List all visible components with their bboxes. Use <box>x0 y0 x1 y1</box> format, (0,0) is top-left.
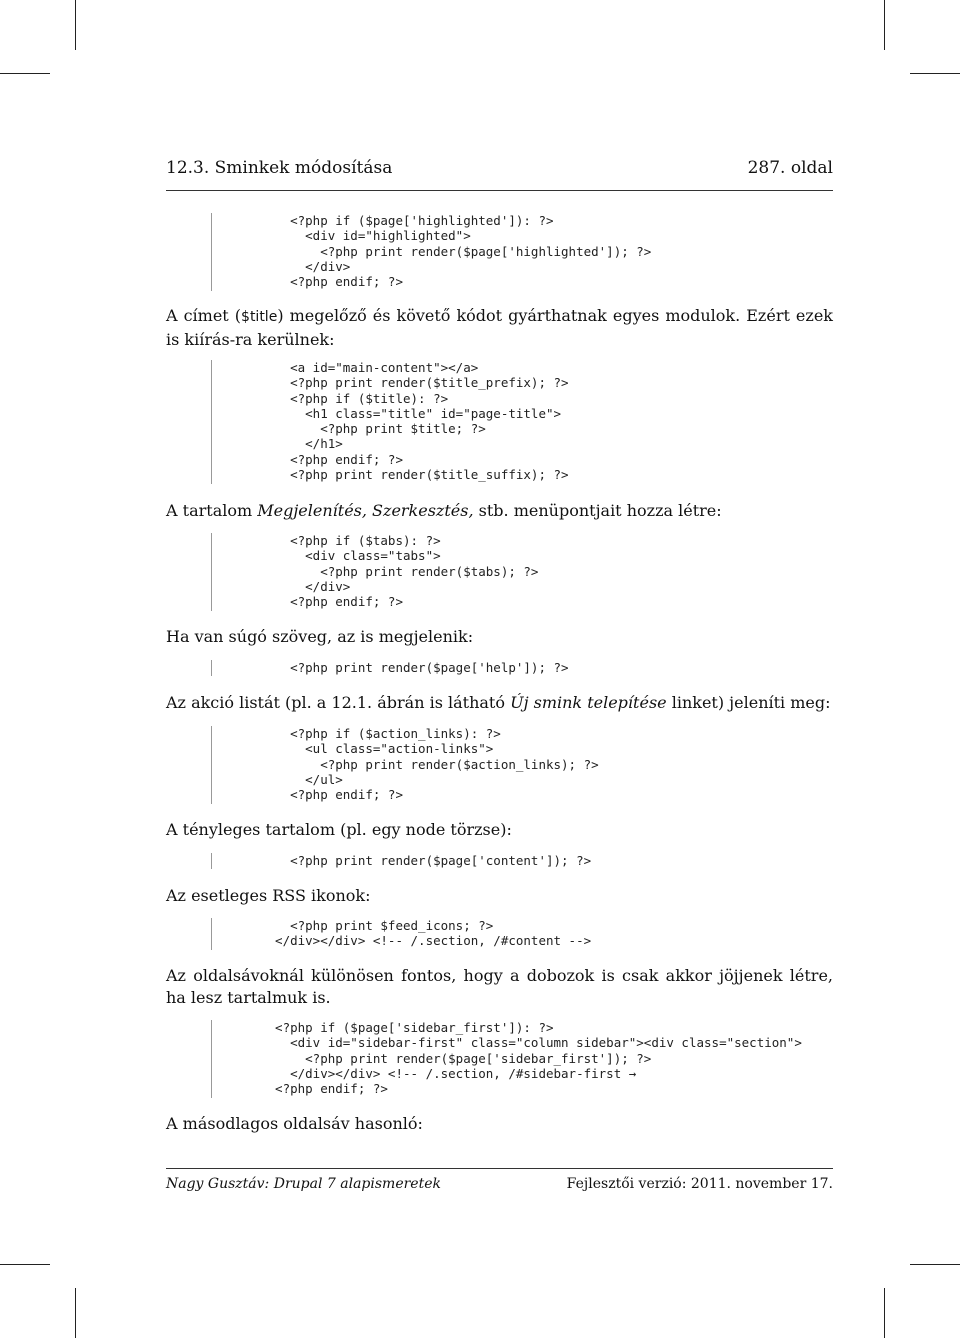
code-line: <?php if ($page['highlighted']): ?> <box>260 213 554 228</box>
code-line: <?php print render($page['highlighted']); ?> <box>260 243 652 259</box>
crop-mark <box>884 1288 885 1338</box>
crop-mark <box>0 1264 50 1265</box>
paragraph: A tényleges tartalom (pl. egy node törzse): <box>166 820 512 839</box>
crop-mark <box>0 73 50 74</box>
code-line: </div> <box>260 578 351 594</box>
code-line: <?php print render($action_links); ?> <box>260 756 599 772</box>
code-line: <div id="sidebar-first" class="column sidebar"><div class="section"> <box>260 1035 802 1051</box>
paragraph: A tartalom Megjelenítés, Szerkesztés, stb. menüpontjait hozza létre: <box>166 501 722 520</box>
code-line: <h1 class="title" id="page-title"> <box>260 405 562 421</box>
code-line: <?php print render($page['content']); ?> <box>260 853 592 868</box>
emphasis: Új smink telepítése <box>510 693 667 712</box>
code-line: <ul class="action-links"> <box>260 741 494 757</box>
code-line: <?php if ($page['sidebar_first']): ?> <box>260 1020 554 1035</box>
code-line: <div id="highlighted"> <box>260 228 471 244</box>
code-line: <?php print $feed_icons; ?> <box>260 918 494 933</box>
code-block <box>211 853 591 869</box>
paragraph: A címet ($title) megelőző és követő kódot gyárthatnak egyes modulok. Ezért ezek is kiírás-ra kerülnek: <box>166 306 833 349</box>
code-line: <?php print render($title_suffix); ?> <box>260 467 569 483</box>
code-block <box>211 726 599 804</box>
book-title: Nagy Gusztáv: Drupal 7 alapismeretek <box>166 1176 441 1192</box>
code-line: <?php endif; ?> <box>260 274 403 290</box>
code-block <box>211 533 538 611</box>
code-line: <?php if ($action_links): ?> <box>260 726 501 741</box>
code-line: <?php endif; ?> <box>260 1081 388 1097</box>
paragraph: Az oldalsávoknál különösen fontos, hogy a dobozok is csak akkor jöjjenek létre, ha lesz tartalmuk is. <box>166 966 833 1007</box>
crop-mark <box>75 0 76 50</box>
code-block <box>211 1020 802 1098</box>
code-line: <?php if ($title): ?> <box>260 390 449 406</box>
paragraph: Az esetleges RSS ikonok: <box>166 886 371 905</box>
code-line: <?php endif; ?> <box>260 787 403 803</box>
paragraph: Az akció listát (pl. a 12.1. ábrán is látható Új smink telepítése linket) jeleníti meg: <box>166 693 831 712</box>
crop-mark <box>910 73 960 74</box>
crop-mark <box>75 1288 76 1338</box>
footer-rule <box>166 1168 833 1169</box>
code-line: </div></div> <!-- /.section, /#sidebar-first → <box>260 1065 637 1081</box>
code-line: </ul> <box>260 771 343 787</box>
code-line: <?php print render($page['sidebar_first']); ?> <box>260 1050 652 1066</box>
header-rule <box>166 190 833 191</box>
code-line: </div> <box>260 258 351 274</box>
code-line: <div class="tabs"> <box>260 548 441 564</box>
page-header <box>166 158 833 184</box>
crop-mark <box>884 0 885 50</box>
code-line: <?php endif; ?> <box>260 594 403 610</box>
section-title: 12.3. Sminkek módosítása <box>166 158 393 178</box>
code-line: <?php print render($title_prefix); ?> <box>260 375 569 391</box>
page-number: 287. oldal <box>747 158 833 178</box>
code-line: <?php if ($tabs): ?> <box>260 533 441 548</box>
paragraph: Ha van súgó szöveg, az is megjelenik: <box>166 627 474 646</box>
code-line: <?php print render($page['help']); ?> <box>260 660 569 675</box>
code-line: <?php print $title; ?> <box>260 421 486 437</box>
code-line: <?php endif; ?> <box>260 451 403 467</box>
code-block <box>211 213 651 291</box>
emphasis: Megjelenítés, Szerkesztés, <box>257 501 474 520</box>
variable-name: $title <box>241 309 278 325</box>
code-line: </h1> <box>260 436 343 452</box>
paragraph: A másodlagos oldalsáv hasonló: <box>166 1114 423 1133</box>
code-line: <a id="main-content"></a> <box>260 360 479 375</box>
crop-mark <box>910 1264 960 1265</box>
code-line: </div></div> <!-- /.section, /#content --> <box>260 933 592 949</box>
code-block <box>211 918 591 950</box>
code-block <box>211 360 569 484</box>
code-line: <?php print render($tabs); ?> <box>260 563 539 579</box>
version-info: Fejlesztői verzió: 2011. november 17. <box>566 1176 833 1192</box>
code-block <box>211 660 569 676</box>
